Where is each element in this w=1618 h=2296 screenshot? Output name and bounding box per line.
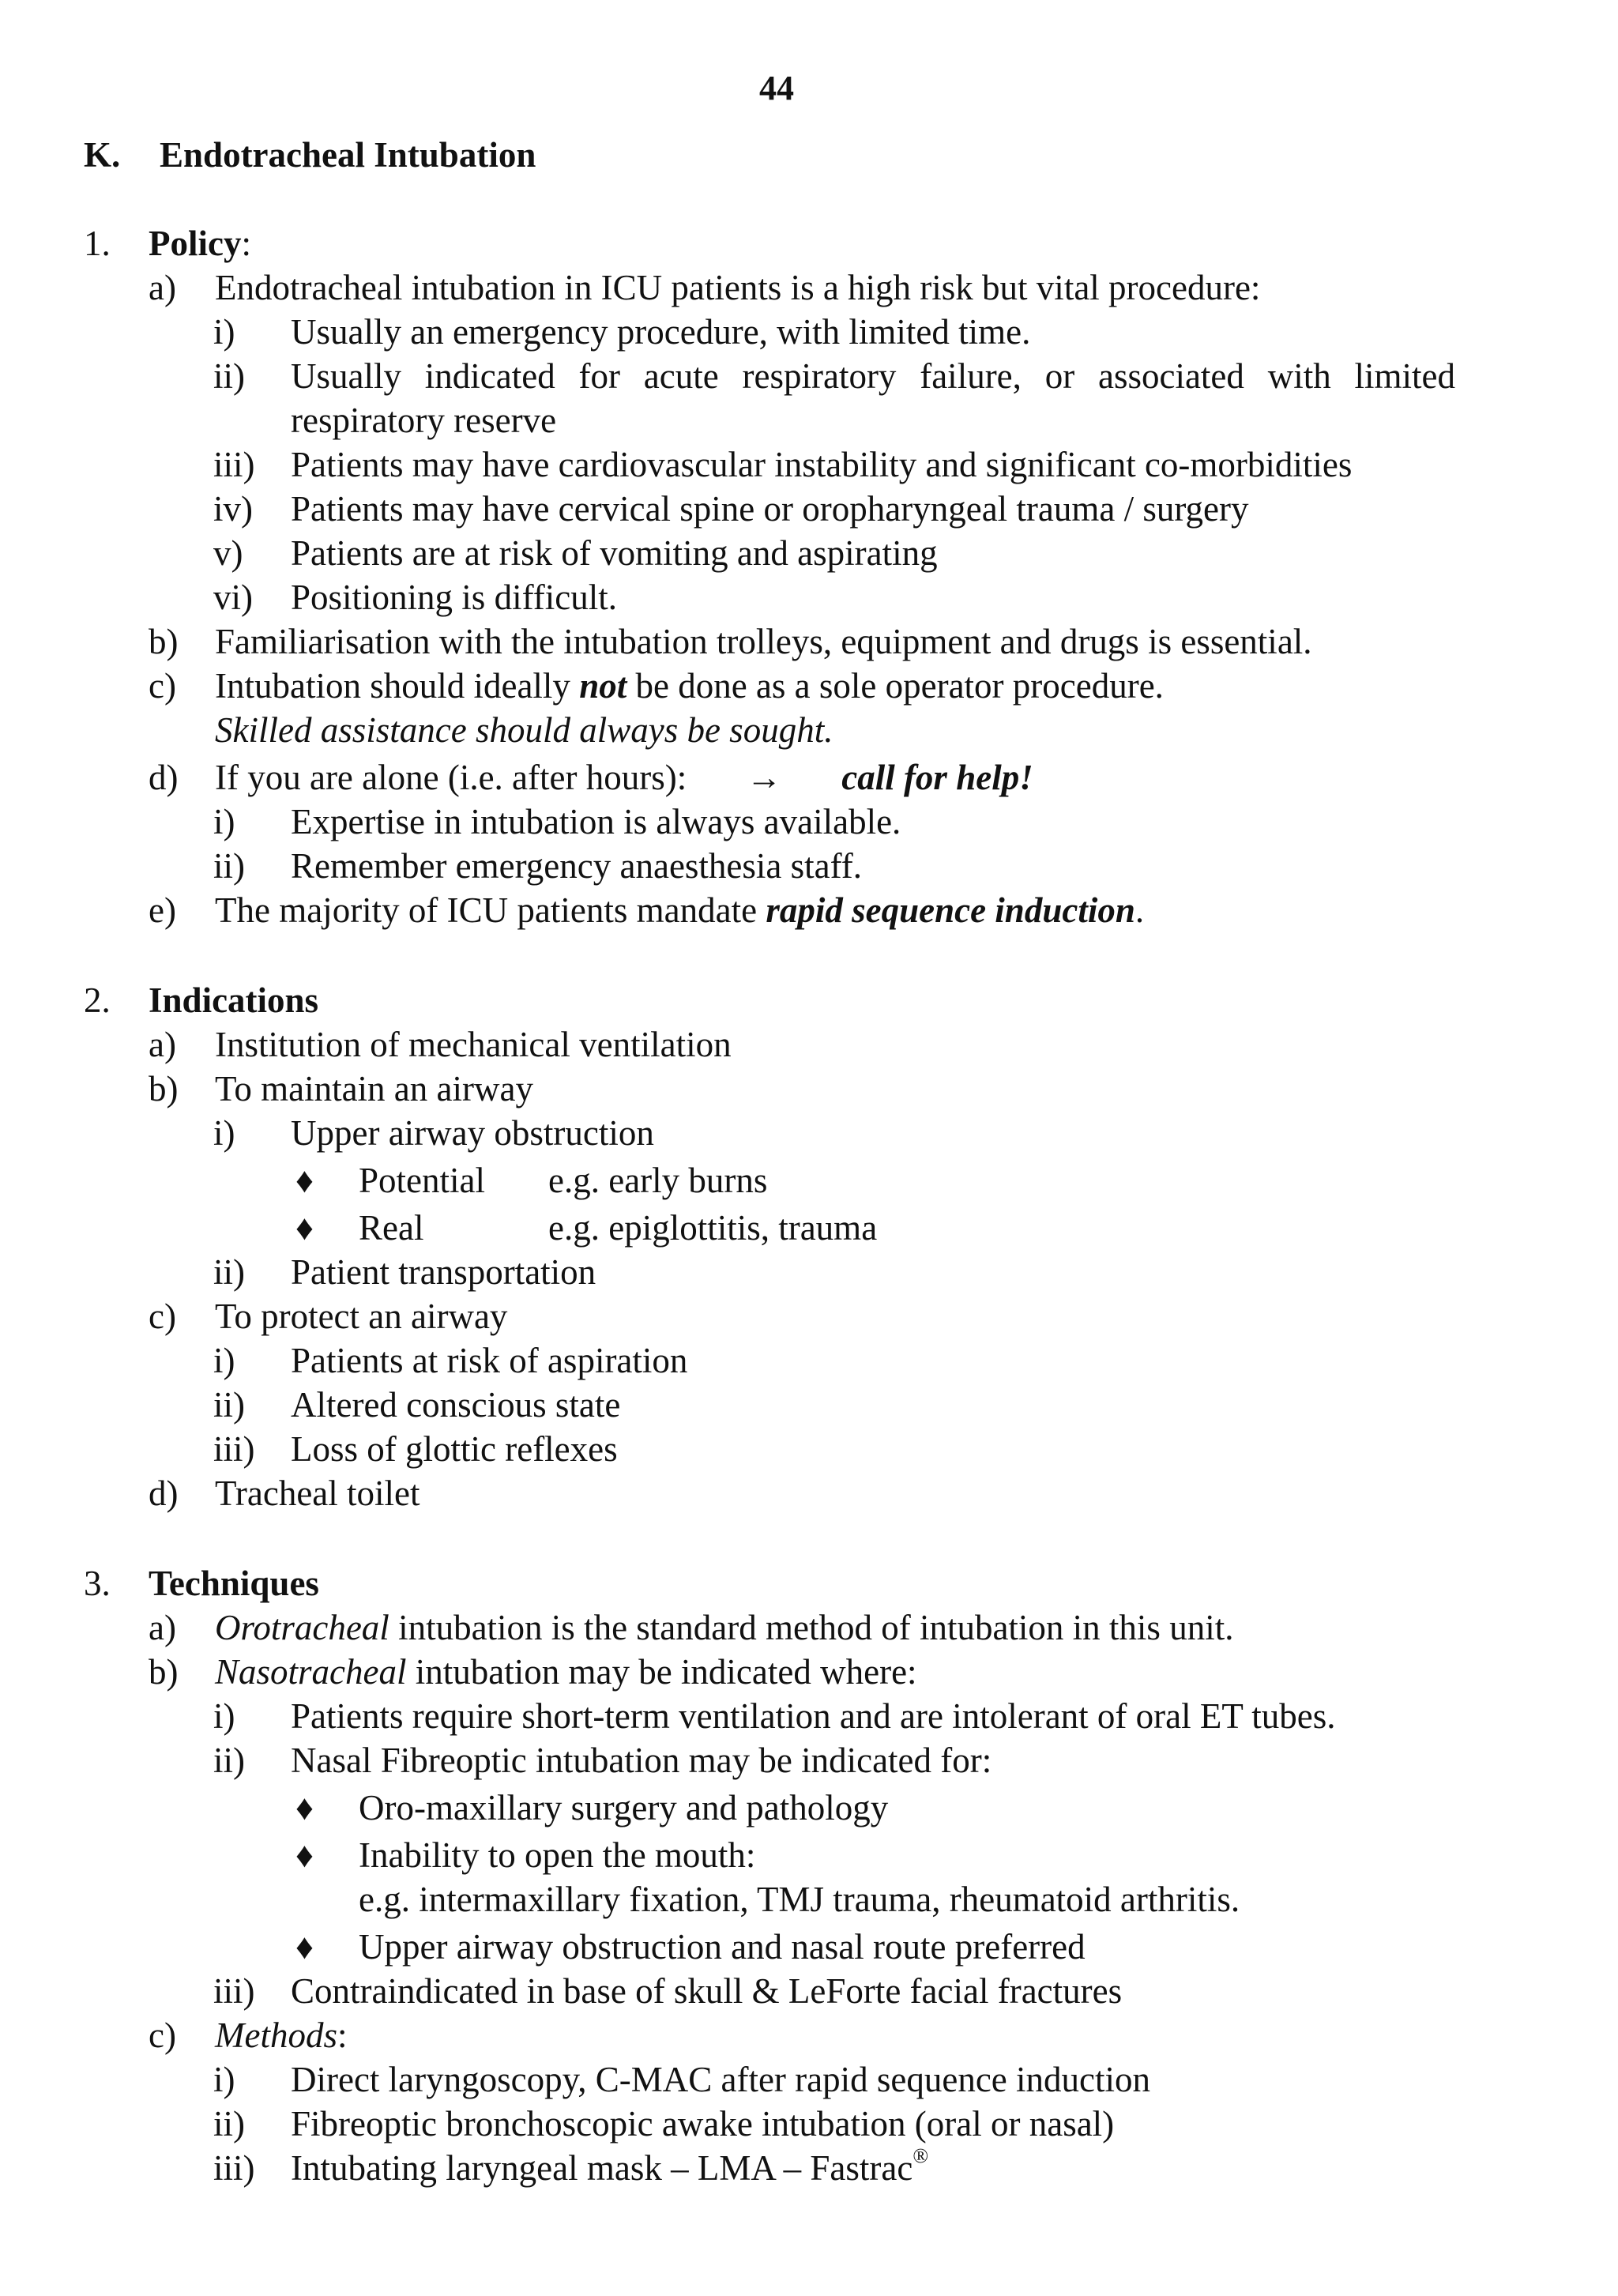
- list-item: [149, 1650, 917, 1694]
- list-marker: ii): [213, 846, 245, 886]
- list-item: [213, 1427, 618, 1471]
- list-marker: iv): [213, 489, 253, 529]
- list-marker: c): [149, 2016, 176, 2055]
- list-item: [149, 1471, 420, 1515]
- list-text: Usually indicated for acute respiratory failure, or associated with limited: [291, 356, 1455, 396]
- list-item: [213, 1383, 620, 1427]
- list-marker: iii): [213, 1971, 255, 2011]
- list-text: Nasal Fibreoptic intubation may be indicated for:: [291, 1741, 992, 1780]
- heading-title: Indications: [149, 981, 319, 1020]
- list-marker: d): [149, 758, 179, 797]
- list-text: Fibreoptic bronchoscopic awake intubation (oral or nasal): [291, 2104, 1115, 2144]
- list-text: The majority of ICU patients mandate: [215, 890, 766, 930]
- list-marker: ii): [213, 2104, 245, 2144]
- list-item: [213, 442, 1352, 487]
- list-text-continuation: respiratory reserve: [291, 401, 557, 440]
- list-number: 2.: [84, 981, 111, 1020]
- heading-indications: [84, 978, 318, 1022]
- list-item: [213, 2146, 928, 2190]
- heading-techniques: [84, 1561, 319, 1605]
- list-marker: b): [149, 1652, 179, 1692]
- list-marker: ii): [213, 1741, 245, 1780]
- list-item: [149, 265, 1260, 310]
- list-marker: a): [149, 1025, 176, 1064]
- heading-title: Techniques: [149, 1564, 319, 1603]
- bullet-item: [295, 1786, 888, 1830]
- list-item: [149, 664, 1164, 708]
- list-marker: vi): [213, 578, 253, 617]
- list-marker: i): [213, 1113, 235, 1153]
- bullet-text: Inability to open the mouth:: [359, 1835, 756, 1875]
- list-text: Patients may have cervical spine or oropharyngeal trauma / surgery: [291, 489, 1249, 529]
- list-marker: i): [213, 1341, 235, 1380]
- diamond-bullet-icon: ♦: [295, 1788, 314, 1827]
- list-text: Endotracheal intubation in ICU patients is a high risk but vital procedure:: [215, 268, 1261, 307]
- list-text: To maintain an airway: [215, 1069, 533, 1108]
- list-item: [213, 2102, 1114, 2146]
- emphasis: Orotracheal: [215, 1608, 389, 1647]
- list-item: [213, 354, 1455, 398]
- diamond-bullet-icon: ♦: [295, 1927, 314, 1967]
- list-marker: iii): [213, 1429, 255, 1469]
- list-text: Patients are at risk of vomiting and aspirating: [291, 533, 938, 573]
- list-marker: c): [149, 666, 176, 706]
- list-item: [149, 755, 1033, 800]
- list-item: [213, 1738, 991, 1782]
- list-item: [213, 1111, 654, 1155]
- bullet-text: Upper airway obstruction and nasal route preferred: [359, 1927, 1086, 1967]
- emphasis: not: [579, 666, 627, 706]
- list-item: [213, 487, 1249, 531]
- list-text: If you are alone (i.e. after hours):: [215, 758, 687, 797]
- list-marker: ii): [213, 356, 245, 396]
- registered-mark: ®: [912, 2144, 929, 2167]
- list-text: Direct laryngoscopy, C-MAC after rapid sequence induction: [291, 2060, 1150, 2099]
- list-item: [149, 1022, 732, 1067]
- list-item: [149, 888, 1144, 932]
- list-text: Remember emergency anaesthesia staff.: [291, 846, 863, 886]
- right-arrow-icon: →: [746, 758, 782, 797]
- list-marker: i): [213, 2060, 235, 2099]
- bullet-example: e.g. early burns: [548, 1161, 768, 1200]
- emphasis: Nasotracheal: [215, 1652, 407, 1692]
- list-text: Positioning is difficult.: [291, 578, 617, 617]
- list-text: .: [1134, 890, 1145, 930]
- list-marker: a): [149, 1608, 176, 1647]
- list-marker: i): [213, 312, 235, 352]
- list-text: Familiarisation with the intubation trolleys, equipment and drugs is essential.: [215, 622, 1312, 661]
- list-item: [213, 1969, 1122, 2013]
- section-title: Endotracheal Intubation: [160, 135, 536, 175]
- list-item: [213, 1338, 687, 1383]
- list-marker: i): [213, 1696, 235, 1736]
- heading-suffix: :: [241, 224, 251, 263]
- list-marker: ii): [213, 1252, 245, 1292]
- emphasis: call for help!: [841, 758, 1033, 797]
- list-item: [213, 531, 938, 575]
- list-text: Patients require short-term ventilation and are intolerant of oral ET tubes.: [291, 1696, 1336, 1736]
- list-marker: a): [149, 268, 176, 307]
- list-text: Intubating laryngeal mask – LMA – Fastrac: [291, 2148, 913, 2188]
- list-marker: iii): [213, 2148, 255, 2188]
- list-item: [213, 310, 1030, 354]
- diamond-bullet-icon: ♦: [295, 1208, 314, 1248]
- list-item: [213, 575, 617, 619]
- heading-title: Policy: [149, 224, 242, 263]
- bullet-item: [295, 1833, 755, 1877]
- italic-note: Skilled assistance should always be sought.: [215, 710, 833, 750]
- list-text: Usually an emergency procedure, with limited time.: [291, 312, 1031, 352]
- list-text: Altered conscious state: [291, 1385, 621, 1425]
- bullet-term: Real: [359, 1208, 424, 1248]
- list-marker: b): [149, 1069, 179, 1108]
- list-text: intubation may be indicated where:: [406, 1652, 917, 1692]
- list-item: [149, 619, 1312, 664]
- section-heading: [84, 134, 536, 175]
- list-text: Institution of mechanical ventilation: [215, 1025, 732, 1064]
- list-item: [213, 800, 901, 844]
- list-item: [213, 2057, 1150, 2102]
- emphasis: rapid sequence induction: [766, 890, 1135, 930]
- list-marker: iii): [213, 445, 255, 484]
- list-marker: ii): [213, 1385, 245, 1425]
- list-number: 3.: [84, 1564, 111, 1603]
- emphasis: Methods: [215, 2016, 337, 2055]
- list-item: [213, 844, 862, 888]
- list-item: [149, 1605, 1233, 1650]
- list-text: Tracheal toilet: [215, 1474, 420, 1513]
- list-item: [213, 1694, 1336, 1738]
- list-marker: d): [149, 1474, 179, 1513]
- list-marker: i): [213, 802, 235, 841]
- list-item: [149, 1294, 507, 1338]
- list-number: 1.: [84, 224, 111, 263]
- list-item: [149, 1067, 533, 1111]
- bullet-item: [295, 1158, 767, 1203]
- bullet-example: e.g. epiglottitis, trauma: [548, 1208, 878, 1248]
- page-number: 44: [759, 69, 794, 107]
- bullet-item: [295, 1206, 877, 1250]
- list-marker: b): [149, 622, 179, 661]
- bullet-item: [295, 1925, 1086, 1969]
- heading-policy: [84, 221, 251, 265]
- list-text: :: [337, 2016, 348, 2055]
- list-text: Loss of glottic reflexes: [291, 1429, 618, 1469]
- list-text: Expertise in intubation is always available.: [291, 802, 901, 841]
- list-text: To protect an airway: [215, 1297, 508, 1336]
- list-item: [149, 2013, 348, 2057]
- section-letter: K.: [84, 135, 121, 175]
- list-marker: c): [149, 1297, 176, 1336]
- diamond-bullet-icon: ♦: [295, 1835, 314, 1875]
- list-text: be done as a sole operator procedure.: [627, 666, 1164, 706]
- bullet-text: Oro-maxillary surgery and pathology: [359, 1788, 889, 1827]
- list-marker: v): [213, 533, 243, 573]
- list-text: Intubation should ideally: [215, 666, 580, 706]
- bullet-term: Potential: [359, 1161, 485, 1200]
- diamond-bullet-icon: ♦: [295, 1161, 314, 1200]
- list-item: [213, 1250, 596, 1294]
- bullet-text-continuation: e.g. intermaxillary fixation, TMJ trauma, rheumatoid arthritis.: [359, 1880, 1240, 1919]
- list-text: Contraindicated in base of skull & LeForte facial fractures: [291, 1971, 1123, 2011]
- list-marker: e): [149, 890, 176, 930]
- list-text: Patients may have cardiovascular instability and significant co-morbidities: [291, 445, 1353, 484]
- list-text: intubation is the standard method of intubation in this unit.: [389, 1608, 1234, 1647]
- list-text: Upper airway obstruction: [291, 1113, 654, 1153]
- list-text: Patients at risk of aspiration: [291, 1341, 688, 1380]
- list-text: Patient transportation: [291, 1252, 596, 1292]
